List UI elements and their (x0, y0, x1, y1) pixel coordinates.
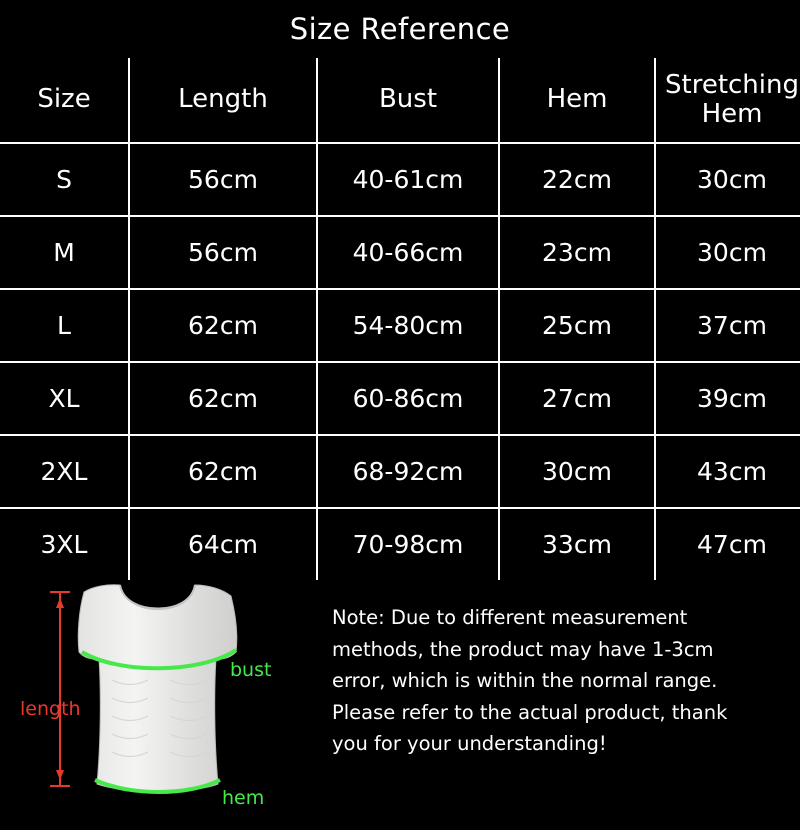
cell-size: 2XL (0, 435, 129, 508)
column-header-length: Length (129, 58, 317, 143)
page-title: Size Reference (289, 12, 511, 46)
cell-size: M (0, 216, 129, 289)
table-row (0, 435, 800, 508)
cell-size: L (0, 289, 129, 362)
cell-size: 3XL (0, 508, 129, 580)
cell-bust: 70-98cm (317, 508, 499, 580)
cell-bust: 68-92cm (317, 435, 499, 508)
cell-length: 64cm (129, 508, 317, 580)
note-line: error, which is within the normal range. (332, 669, 718, 693)
cell-stretching-hem: 30cm (655, 216, 800, 289)
cell-hem: 23cm (499, 216, 655, 289)
cell-length: 56cm (129, 143, 317, 216)
cell-hem: 27cm (499, 362, 655, 435)
note-line: you for your understanding! (332, 732, 607, 756)
cell-hem: 30cm (499, 435, 655, 508)
hem-label: hem (222, 787, 265, 809)
length-label: length (20, 698, 81, 720)
measurement-note (318, 580, 800, 830)
cell-length: 62cm (129, 289, 317, 362)
note-line: Please refer to the actual product, thank (332, 700, 728, 724)
table-row (0, 216, 800, 289)
table-row (0, 508, 800, 580)
cell-hem: 33cm (499, 508, 655, 580)
table-row (0, 362, 800, 435)
column-header-hem: Hem (499, 58, 655, 143)
cell-stretching-hem: 39cm (655, 362, 800, 435)
note-line: methods, the product may have 1-3cm (332, 637, 714, 661)
cell-hem: 25cm (499, 289, 655, 362)
bust-label: bust (230, 659, 272, 681)
cell-bust: 40-61cm (317, 143, 499, 216)
cell-size: S (0, 143, 129, 216)
cell-bust: 40-66cm (317, 216, 499, 289)
cell-stretching-hem: 47cm (655, 508, 800, 580)
cell-length: 62cm (129, 435, 317, 508)
column-header-size: Size (0, 58, 129, 143)
note-line: Note: Due to different measurement (332, 606, 688, 629)
cell-hem: 22cm (499, 143, 655, 216)
cell-stretching-hem: 43cm (655, 435, 800, 508)
cell-length: 62cm (129, 362, 317, 435)
cell-bust: 54-80cm (317, 289, 499, 362)
cell-length: 56cm (129, 216, 317, 289)
size-chart-table (0, 58, 800, 580)
table-row (0, 143, 800, 216)
column-header-stretching-hem: Stretching Hem (655, 58, 800, 143)
cell-bust: 60-86cm (317, 362, 499, 435)
table-header-row (0, 58, 800, 143)
diagram-and-note-section (0, 580, 800, 830)
column-header-bust: Bust (317, 58, 499, 143)
cell-stretching-hem: 30cm (655, 143, 800, 216)
table-row (0, 289, 800, 362)
cell-size: XL (0, 362, 129, 435)
cell-stretching-hem: 37cm (655, 289, 800, 362)
measurement-diagram (0, 580, 318, 830)
